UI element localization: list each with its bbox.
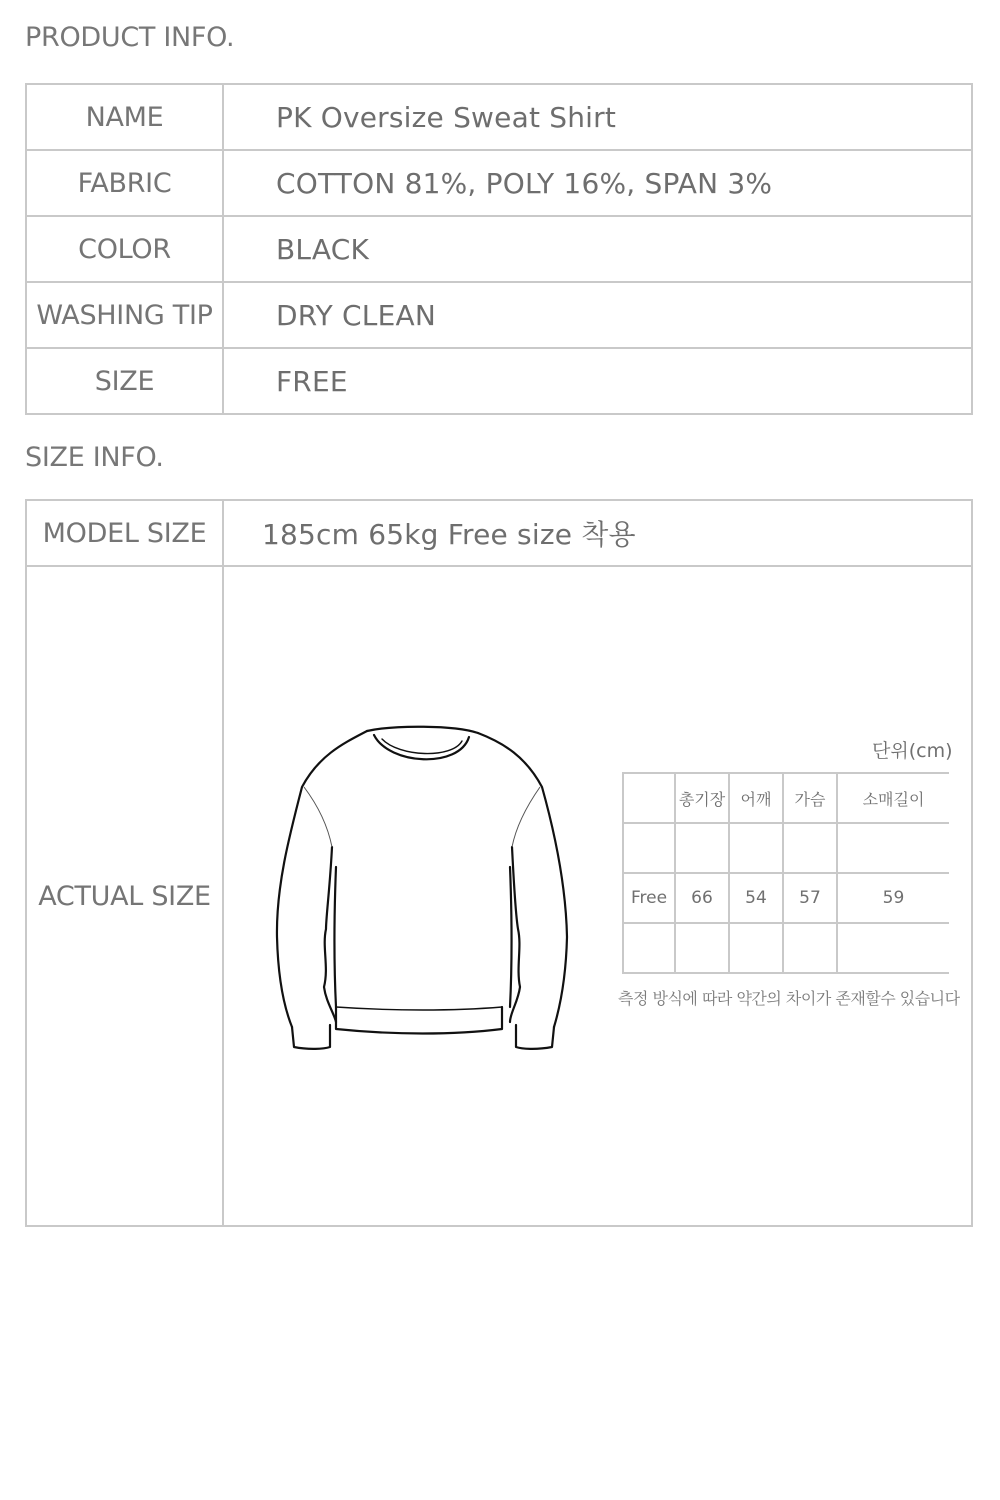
color-value: BLACK xyxy=(223,216,972,282)
size-value: FREE xyxy=(223,348,972,414)
table-row xyxy=(623,773,949,823)
header-cell: 소매길이 xyxy=(837,773,949,823)
table-cell xyxy=(783,923,837,973)
table-row xyxy=(26,348,972,414)
model-size-label: MODEL SIZE xyxy=(26,500,223,566)
name-label: NAME xyxy=(26,84,223,150)
model-size-value: 185cm 65kg Free size 착용 xyxy=(223,500,972,566)
table-cell xyxy=(675,923,729,973)
color-label: COLOR xyxy=(26,216,223,282)
table-row xyxy=(26,500,972,566)
header-cell: 어깨 xyxy=(729,773,783,823)
table-cell xyxy=(623,923,675,973)
table-row xyxy=(26,566,972,1226)
table-row xyxy=(26,282,972,348)
table-cell: 66 xyxy=(675,873,729,923)
product-info-table xyxy=(25,83,973,415)
table-cell xyxy=(675,823,729,873)
header-cell: 가슴 xyxy=(783,773,837,823)
size-info-title: SIZE INFO. xyxy=(25,442,164,473)
actual-size-content xyxy=(223,566,972,1226)
table-cell: 57 xyxy=(783,873,837,923)
fabric-value: COTTON 81%, POLY 16%, SPAN 3% xyxy=(223,150,972,216)
table-cell: 54 xyxy=(729,873,783,923)
measurement-note: 측정 방식에 따라 약간의 차이가 존재할수 있습니다 xyxy=(618,989,960,1008)
table-row xyxy=(26,84,972,150)
table-cell xyxy=(623,823,675,873)
table-row xyxy=(26,216,972,282)
unit-label: 단위(cm) xyxy=(872,740,953,762)
table-row xyxy=(26,150,972,216)
table-cell: Free xyxy=(623,873,675,923)
table-cell xyxy=(783,823,837,873)
table-cell xyxy=(837,923,949,973)
size-label: SIZE xyxy=(26,348,223,414)
header-cell: 총기장 xyxy=(675,773,729,823)
sweatshirt-sketch xyxy=(264,717,584,1057)
measurement-table xyxy=(622,772,949,974)
table-cell xyxy=(729,923,783,973)
table-row xyxy=(623,923,949,973)
fabric-label: FABRIC xyxy=(26,150,223,216)
product-info-title: PRODUCT INFO. xyxy=(25,22,235,53)
washing-tip-label: WASHING TIP xyxy=(26,282,223,348)
table-cell xyxy=(837,823,949,873)
table-cell: 59 xyxy=(837,873,949,923)
name-value: PK Oversize Sweat Shirt xyxy=(223,84,972,150)
table-row xyxy=(623,873,949,923)
size-info-table xyxy=(25,499,973,1227)
header-cell xyxy=(623,773,675,823)
washing-tip-value: DRY CLEAN xyxy=(223,282,972,348)
actual-size-label: ACTUAL SIZE xyxy=(26,566,223,1226)
table-cell xyxy=(729,823,783,873)
table-row xyxy=(623,823,949,873)
